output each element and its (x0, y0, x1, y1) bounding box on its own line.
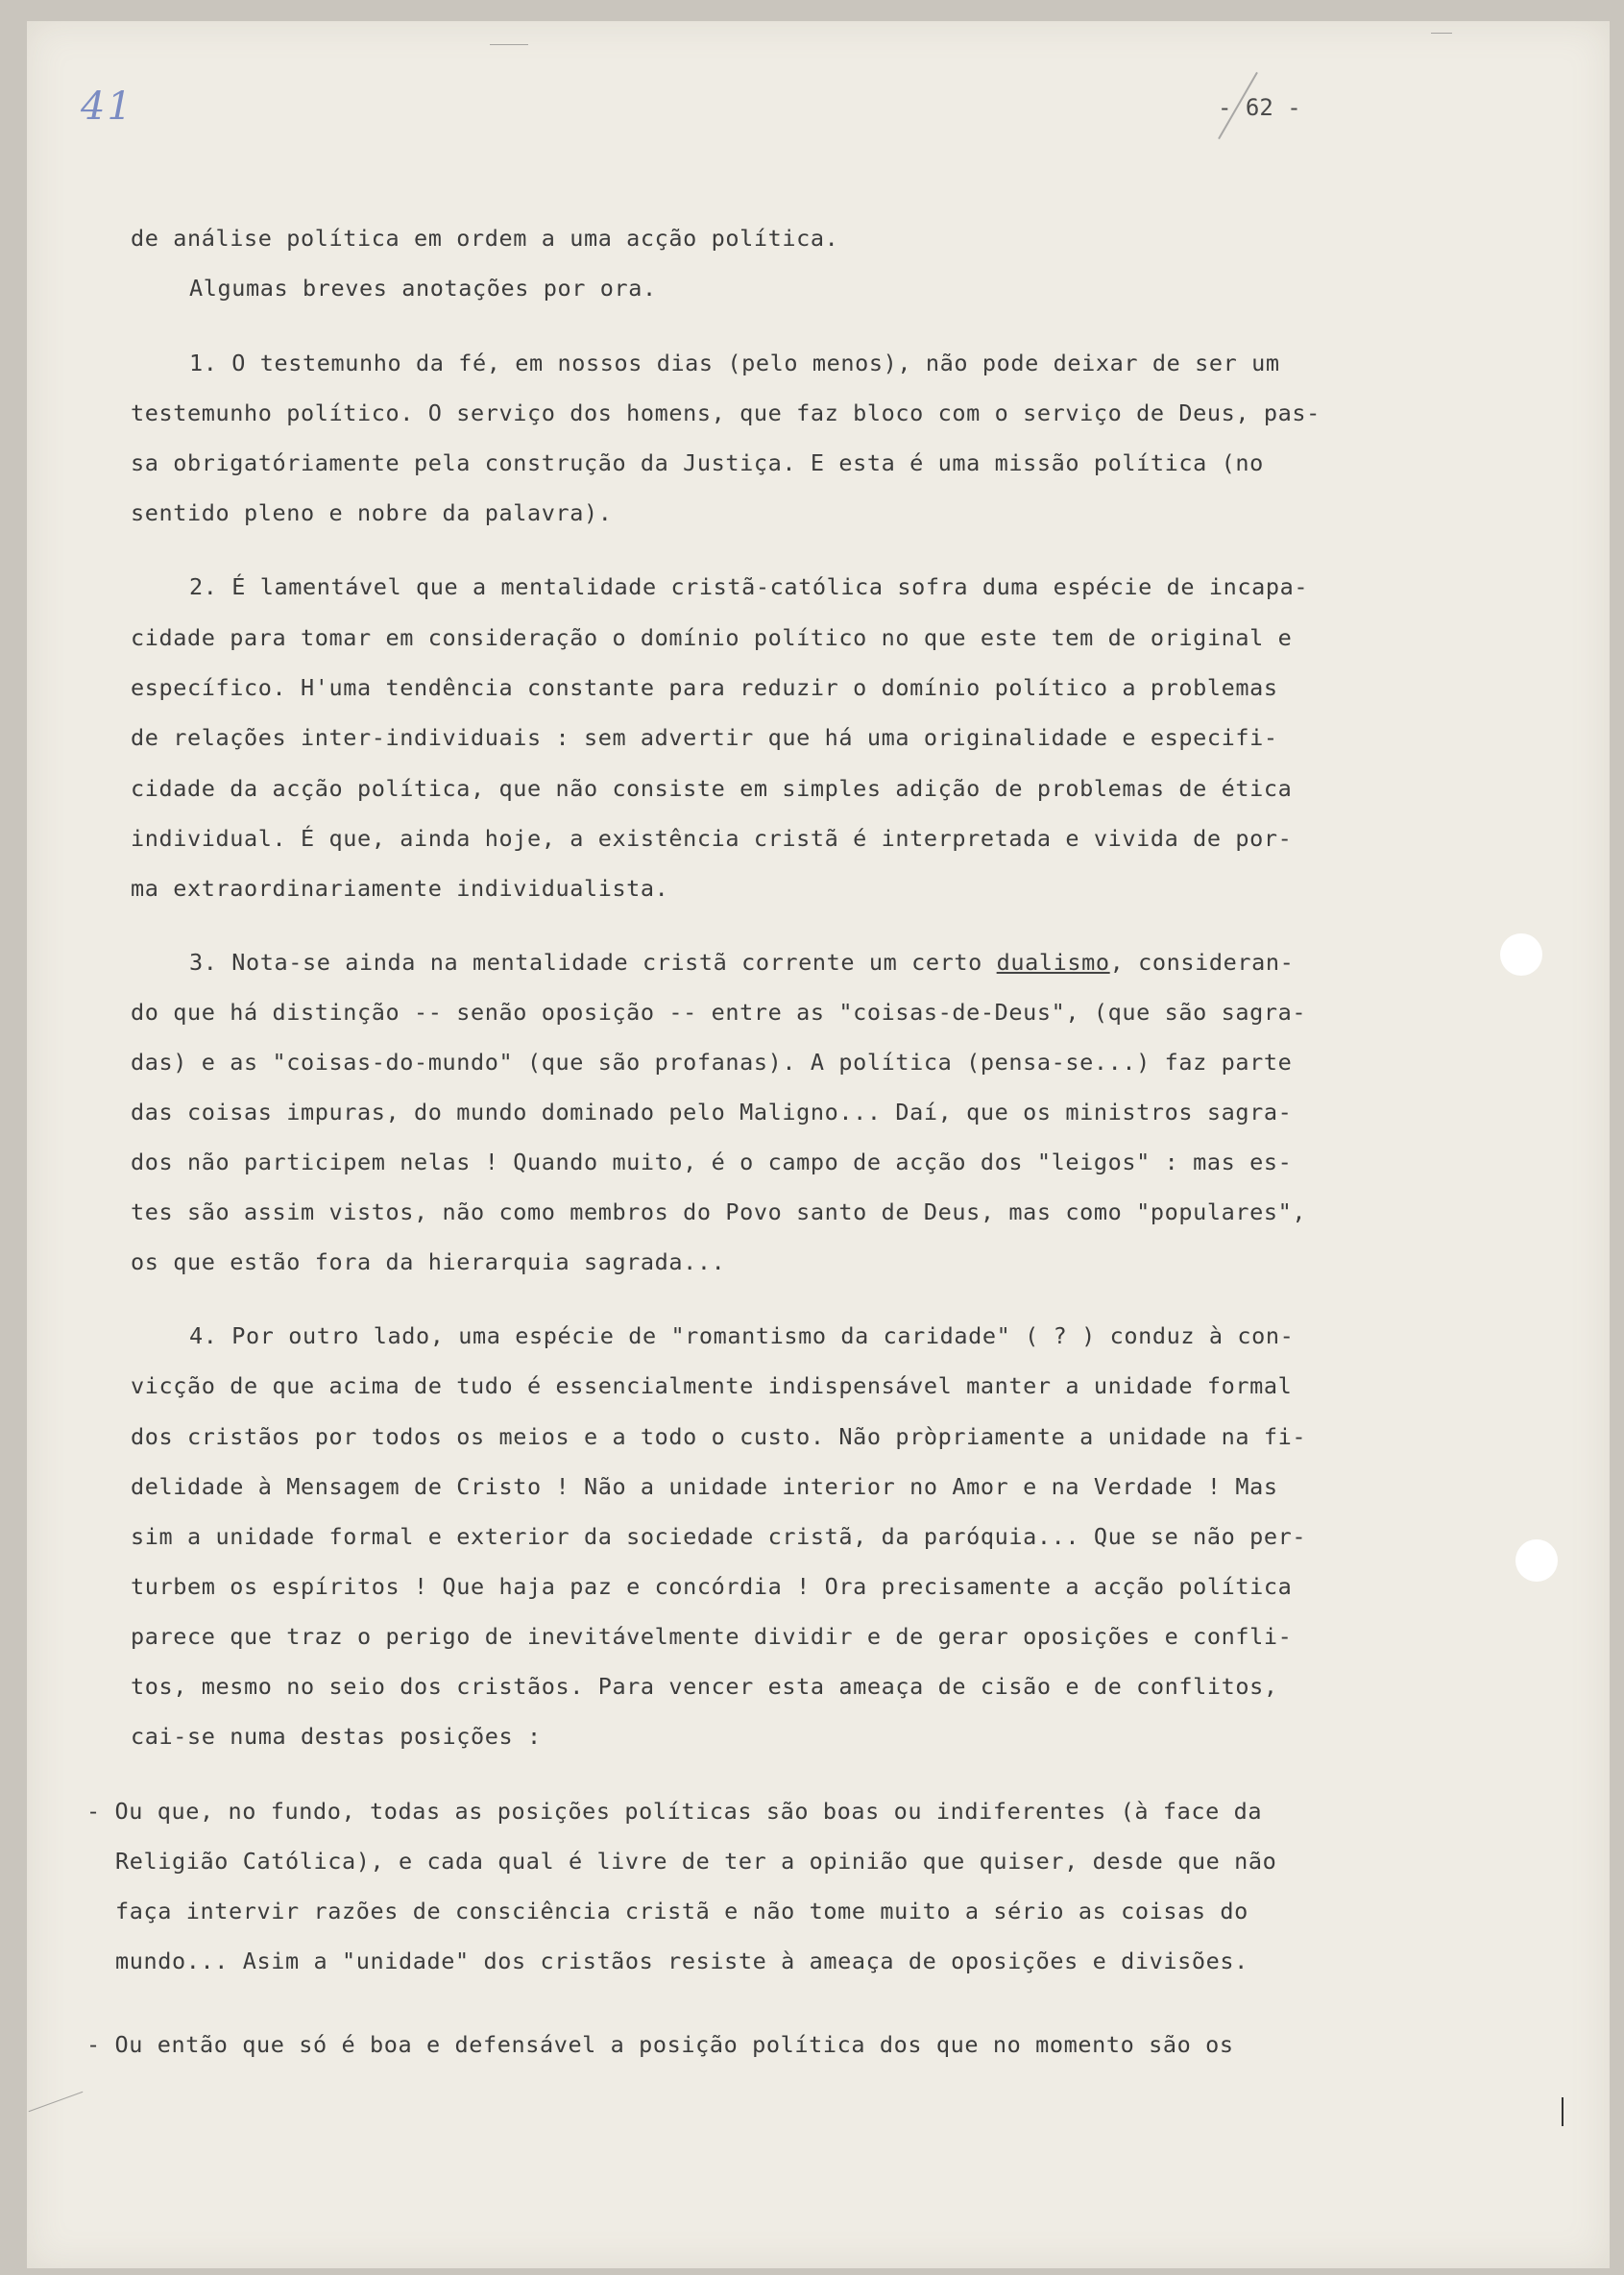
text-segment: , consideran- (1109, 949, 1295, 976)
stray-mark (490, 44, 528, 45)
text-line: os que estão fora da hierarquia sagrada... (131, 1248, 726, 1275)
text-line: tos, mesmo no seio dos cristãos. Para vencer esta ameaça de cisão e de conflitos, (131, 1673, 1278, 1700)
text-line: cidade da acção política, que não consiste em simples adição de problemas de ética (131, 775, 1293, 802)
punch-hole-bottom (1515, 1539, 1558, 1582)
text-line: cai-se numa destas posições : (131, 1723, 542, 1750)
page-number: - 62 - (1218, 94, 1301, 121)
text-line: Algumas breves anotações por ora. (189, 275, 657, 302)
text-line: sentido pleno e nobre da palavra). (131, 499, 613, 526)
text-line: - Ou que, no fundo, todas as posições políticas são boas ou indiferentes (à face da (86, 1798, 1263, 1825)
text-line: delidade à Mensagem de Cristo ! Não a unidade interior no Amor e na Verdade ! Mas (131, 1473, 1278, 1500)
handwritten-mark: 41 (81, 85, 133, 129)
text-line: ma extraordinariamente individualista. (131, 875, 669, 902)
text-line: parece que traz o perigo de inevitávelmente dividir e de gerar oposições e confli- (131, 1623, 1293, 1650)
text-line: - Ou então que só é boa e defensável a posição política dos que no momento são os (86, 2031, 1234, 2058)
text-line: sim a unidade formal e exterior da sociedade cristã, da paróquia... Que se não per- (131, 1523, 1307, 1550)
text-line: das coisas impuras, do mundo dominado pelo Maligno... Daí, que os ministros sagra- (131, 1099, 1293, 1125)
text-line: turbem os espíritos ! Que haja paz e concórdia ! Ora precisamente a acção política (131, 1573, 1293, 1600)
text-segment: 3. Nota-se ainda na mentalidade cristã corrente um certo (189, 949, 997, 976)
underlined-word: dualismo (996, 949, 1110, 976)
text-line: faça intervir razões de consciência cristã e não tome muito a sério as coisas do (115, 1898, 1248, 1924)
text-line: dos cristãos por todos os meios e a todo o custo. Não pròpriamente a unidade na fi- (131, 1423, 1307, 1450)
text-line: vicção de que acima de tudo é essencialmente indispensável manter a unidade formal (131, 1372, 1293, 1399)
text-line: de relações inter-individuais : sem advertir que há uma originalidade e especifi- (131, 724, 1278, 751)
text-line: testemunho político. O serviço dos homens, que faz bloco com o serviço de Deus, pas- (131, 399, 1321, 426)
text-line: de análise política em ordem a uma acção política. (131, 225, 839, 252)
text-line: cidade para tomar em consideração o domínio político no que este tem de original e (131, 624, 1293, 651)
text-line: específico. H'uma tendência constante para reduzir o domínio político a problemas (131, 674, 1278, 701)
text-line: dos não participem nelas ! Quando muito, é o campo de acção dos "leigos" : mas es- (131, 1149, 1293, 1175)
edge-mark (1562, 2097, 1563, 2126)
text-line: mundo... Asim a "unidade" dos cristãos resiste à ameaça de oposições e divisões. (115, 1948, 1248, 1974)
text-line: 2. É lamentável que a mentalidade cristã-católica sofra duma espécie de incapa- (189, 573, 1309, 600)
text-line: Religião Católica), e cada qual é livre de ter a opinião que quiser, desde que não (115, 1848, 1277, 1875)
text-line: tes são assim vistos, não como membros do Povo santo de Deus, mas como "populares", (131, 1198, 1307, 1225)
text-line: sa obrigatóriamente pela construção da Justiça. E esta é uma missão política (no (131, 449, 1264, 476)
punch-hole-top (1500, 933, 1542, 976)
text-line: 4. Por outro lado, uma espécie de "romantismo da caridade" ( ? ) conduz à con- (189, 1322, 1295, 1349)
stray-mark (1431, 33, 1452, 34)
text-line: do que há distinção -- senão oposição -- entre as "coisas-de-Deus", (que são sagra- (131, 999, 1307, 1026)
text-line (189, 948, 1294, 977)
text-line: individual. É que, ainda hoje, a existência cristã é interpretada e vivida de por- (131, 825, 1293, 852)
text-line: 1. O testemunho da fé, em nossos dias (pelo menos), não pode deixar de ser um (189, 350, 1280, 376)
text-line: das) e as "coisas-do-mundo" (que são profanas). A política (pensa-se...) faz parte (131, 1049, 1293, 1076)
